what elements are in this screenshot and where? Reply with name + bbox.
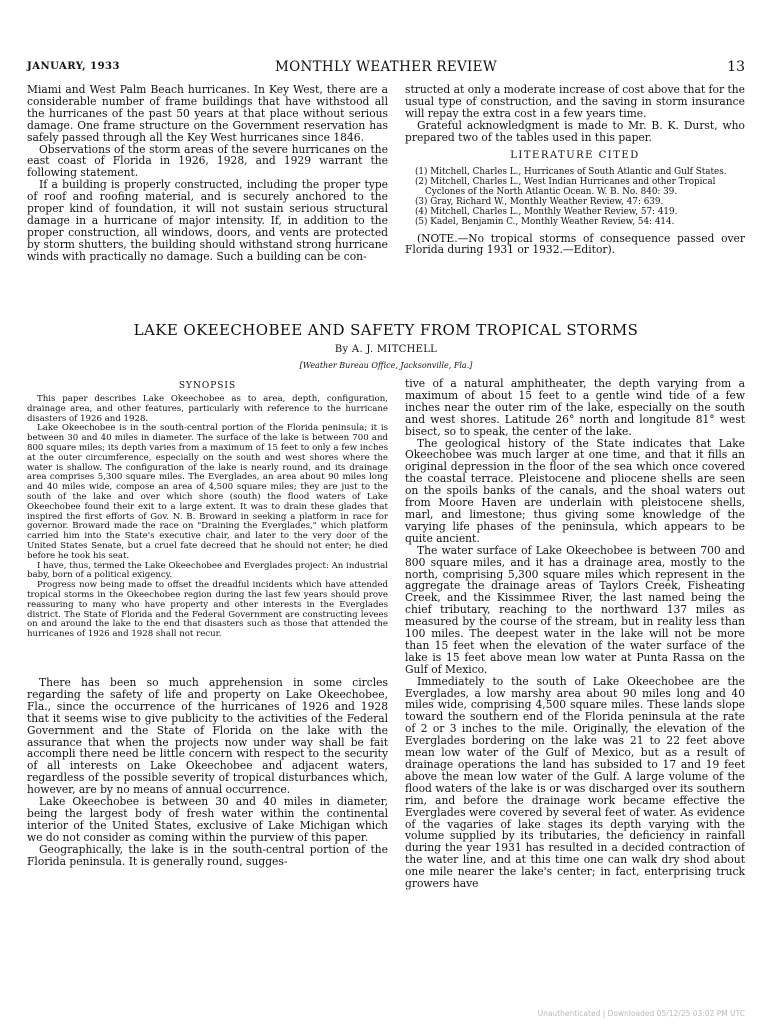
prior-article-right-column (405, 84, 745, 316)
paragraph: Immediately to the south of Lake Okeechobee are the Everglades, a low marshy area about 90 miles long and 40 miles wide, comprising 4,500 square miles. These lands slope toward the southern end of the Florida peninsula at the rate of 2 or 3 inches to the mile. Originally, the elevation of the Everglades bordering on the lake was 21 to 22 feet above mean low water of the Gulf of Mexico, but as a result of drainage operations the land has subsided to 17 and 19 feet above the mean low water of the Gulf. A large volume of the flood waters of the lake is or was discharged over its southern rim, and before the drainage work became effective the Everglades were covered by several feet of water. As evidence of the vagaries of lake stages its depth varying with the volume supplied by its tributaries, the deficiency in rainfall during the year 1931 has resulted in a decided contraction of the water line, and at this time one can walk dry shod about one mile nearer the lake's center; in fact, enterprising truck growers have (405, 674, 745, 891)
acknowledgment: Grateful acknowledgment is made to Mr. B. K. Durst, who prepared two of the tables used in this paper. (405, 118, 745, 144)
reference-item: (1) Mitchell, Charles L., Hurricanes of South Atlantic and Gulf States. (415, 166, 727, 177)
paragraph: The geological history of the State indicates that Lake Okeechobee was much larger at one time, and that it fills an original depression in the floor of the sea which once covered the coastal terrace. Pleistocene and pliocene shells are seen on the spoils banks of the canals, and the shoal waters out from Moore Haven are underlain with pleistocene shells, marl, and limestone; thus giving some knowledge of the varying life phases of the peninsula, which appears to be quite ancient. (405, 436, 745, 545)
paragraph: There has been so much apprehension in some circles regarding the safety of life and property on Lake Okeechobee, Fla., since the occurrence of the hurricanes of 1926 and 1928 that it seems wise to give publicity to the activities of the Federal Government and the State of Florida on the lake with the assurance that when the projects now under way shall be fait accompli there need be little concern with respect to the security of all interests on Lake Okeechobee and adjacent waters, regardless of the possible severity of tropical disturbances which, however, are by no means of annual occurrence. (27, 677, 388, 797)
synopsis-heading: SYNOPSIS (178, 381, 237, 391)
paragraph: structed at only a moderate increase of cost above that for the usual type of construction, and the saving in storm insurance will repay the extra cost in a few years time. (405, 84, 745, 120)
synopsis-paragraph: Lake Okeechobee is in the south-central portion of the Florida peninsula; it is between 30 and 40 miles in diameter. The surface of the lake is between 700 and 800 square miles; its depth varies from a maximum of 15 feet to only a few inches at the outer circumference, especially on the south and west shores where the water is shallow. The configuration of the lake is nearly round, and its drainage area comprises 5,300 square miles. The Everglades, an area about 90 miles long and 40 miles wide, compose an area of 4,500 square miles; they are just to the south of the lake and over which shore (south) the flood waters of Lake Okeechobee found their exit to a large extent. It was to drain these glades that inspired the first efforts of Gov. N. B. Broward in seeking a platform in race for governor. Broward made the race on "Draining the Everglades," which platform carried him into the State's executive chair, and later to the very door of the United States Senate, but a cruel fate decreed that he should not enter; he died before he took his seat. (27, 423, 388, 561)
prior-article-left-column (27, 84, 388, 310)
affiliation: [Weather Bureau Office, Jacksonville, Fla.] (299, 361, 473, 370)
journal-title: MONTHLY WEATHER REVIEW (274, 59, 498, 75)
byline: By A. J. MITCHELL (334, 344, 438, 355)
paragraph: Lake Okeechobee is between 30 and 40 miles in diameter, being the largest body of fresh water within the continental interior of the United States, exclusive of Lake Michigan which we do not consider as coming within the purview of this paper. (27, 795, 388, 844)
download-footer: Unauthenticated | Downloaded 05/12/25 03:02 PM UTC (537, 1009, 745, 1018)
reference-item: (4) Mitchell, Charles L., Monthly Weather Review, 57: 419. (415, 206, 678, 217)
literature-cited-heading: LITERATURE CITED (510, 149, 640, 161)
running-header (27, 59, 745, 79)
issue-date: JANUARY, 1933 (27, 61, 120, 72)
paragraph: Geographically, the lake is in the south-central portion of the Florida peninsula. It is generally round, sugges- (27, 842, 388, 868)
page-number: 13 (727, 59, 745, 75)
body-left-column (27, 677, 388, 951)
synopsis-paragraph: This paper describes Lake Okeechobee as to area, depth, configuration, drainage area, and other features, particularly with reference to the hurricane disasters of 1926 and 1928. (27, 394, 388, 424)
synopsis (27, 381, 388, 664)
article-title: LAKE OKEECHOBEE AND SAFETY FROM TROPICAL STORMS (133, 321, 639, 339)
reference-item: (2) Mitchell, Charles L., West Indian Hurricanes and other Tropical Cyclones of the North Atlantic Ocean. W. B. No. 840: 39. (415, 176, 716, 197)
reference-item: (3) Gray, Richard W., Monthly Weather Review, 47: 639. (415, 196, 664, 207)
paragraph: tive of a natural amphitheater, the depth varying from a maximum of about 15 feet to a gentle wind tide of a few inches near the outer rim of the lake, especially on the south and west shores. Latitude 26° north and longitude 81° west bisect, so to speak, the center of the lake. (405, 378, 745, 438)
reference-item: (5) Kadel, Benjamin C., Monthly Weather Review, 54: 414. (415, 216, 675, 227)
paragraph: If a building is properly constructed, including the proper type of roof and roofing material, and is securely anchored to the proper kind of foundation, it will not sustain serious structural damage in a hurricane of major intensity. If, in addition to the proper construction, all windows, doors, and vents are protected by storm shutters, the building should withstand strong hurricane winds with practically no damage. Such a building can be con- (27, 178, 388, 263)
paragraph: The water surface of Lake Okeechobee is between 700 and 800 square miles, and it has a drainage area, mostly to the north, comprising 5,300 square miles which represent in the aggregate the drainage areas of Taylors Creek, Fisheating Creek, and the Kissimmee River, the last named being the chief tributary, reaching to the northward 137 miles as measured by the course of the stream, but in reality less than 100 miles. The deepest water in the lake will not be more than 15 feet when the elevation of the water surface of the lake is 15 feet above mean low water at Punta Rassa on the Gulf of Mexico. (405, 543, 745, 676)
synopsis-paragraph: Progress now being made to offset the dreadful incidents which have attended tropical storms in the Okeechobee region during the last few years should prove reassuring to many who have property and other interests in the Everglades district. The State of Florida and the Federal Government are constructing levees on and around the lake to the end that disasters such as those that attended the hurricanes of 1926 and 1928 shall not recur. (27, 580, 388, 640)
paragraph: Observations of the storm areas of the severe hurricanes on the east coast of Florida in 1926, 1928, and 1929 warrant the following statement. (27, 142, 388, 180)
body-right-column (405, 378, 745, 952)
synopsis-paragraph: I have, thus, termed the Lake Okeechobee and Everglades project: An industrial baby, born of a political exigency. (27, 560, 388, 581)
paragraph: Miami and West Palm Beach hurricanes. In Key West, there are a considerable number of frame buildings that have withstood all the hurricanes of the past 50 years at that place without serious damage. One frame structure on the Government reservation has safely passed through all the Key West hurricanes since 1846. (27, 84, 388, 144)
editor-note: (NOTE.—No tropical storms of consequence passed over Florida during 1931 or 1932.—Editor). (405, 231, 745, 257)
